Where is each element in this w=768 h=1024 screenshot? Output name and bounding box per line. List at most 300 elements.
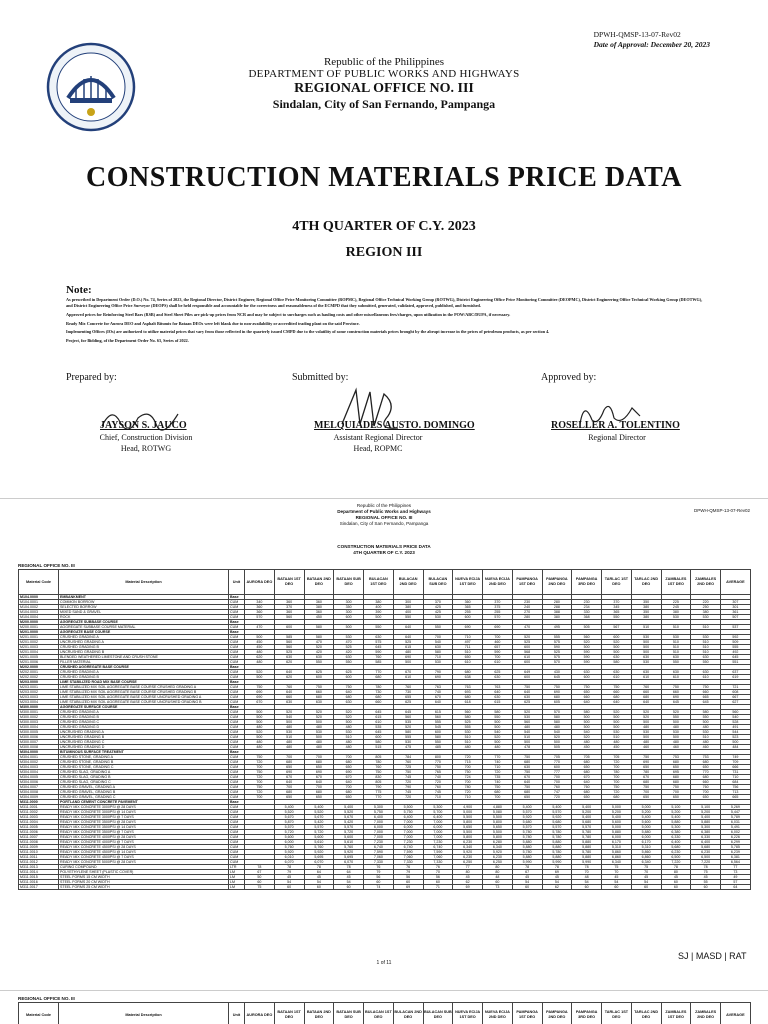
table-cell: M201.0000 bbox=[19, 630, 59, 635]
table-cell: 56 bbox=[364, 875, 394, 880]
table-cell: 700 bbox=[602, 780, 632, 785]
table-cell: 520 bbox=[631, 715, 661, 720]
table-cell: 5,500 bbox=[483, 815, 513, 820]
table-cell: CRUSHED SLAG, GRADING C bbox=[59, 780, 229, 785]
table-cell: 45 bbox=[304, 875, 334, 880]
table-cell: 630 bbox=[602, 670, 632, 675]
table-cell: 497 bbox=[453, 640, 483, 645]
table-cell: 590 bbox=[364, 650, 394, 655]
table-cell: 600 bbox=[274, 625, 304, 630]
table-cell: 753 bbox=[661, 755, 691, 760]
table-cell: 550 bbox=[423, 740, 453, 745]
table-cell: CUM bbox=[229, 715, 245, 720]
sub-title: CONSTRUCTION MATERIALS PRICE DATA bbox=[337, 544, 431, 549]
table-cell: CUM bbox=[229, 655, 245, 660]
table-cell: 600 bbox=[453, 615, 483, 620]
table-cell: M304.0001 bbox=[19, 755, 59, 760]
table-cell: 5,300 bbox=[691, 825, 721, 830]
table-cell: 750 bbox=[245, 685, 275, 690]
table-cell: 69 bbox=[453, 885, 483, 890]
table-cell: 330 bbox=[572, 610, 602, 615]
table-cell: 280 bbox=[542, 600, 572, 605]
table-cell: 525 bbox=[542, 650, 572, 655]
table-cell: 700 bbox=[542, 775, 572, 780]
table-cell: 375 bbox=[483, 605, 513, 610]
table-cell: 500 bbox=[631, 650, 661, 655]
table-cell: 630 bbox=[691, 655, 721, 660]
table-cell: CUM bbox=[229, 730, 245, 735]
price-table bbox=[18, 569, 751, 890]
table-cell: 550 bbox=[423, 625, 453, 630]
table-cell: 288 bbox=[542, 605, 572, 610]
table-cell: 535 bbox=[393, 720, 423, 725]
submitter-name: MELQUIADES AUSTO. DOMINGO bbox=[314, 420, 475, 431]
table-cell: 530 bbox=[691, 635, 721, 640]
table-cell: 5,100 bbox=[691, 805, 721, 810]
table-cell: 618 bbox=[453, 700, 483, 705]
table-cell: 500 bbox=[245, 635, 275, 640]
table-cell: 540 bbox=[572, 730, 602, 735]
table-cell: 54 bbox=[304, 880, 334, 885]
table-cell: 510 bbox=[691, 650, 721, 655]
table-cell: 5,780 bbox=[512, 835, 542, 840]
table-cell: UNCRUSHED GRADING C bbox=[59, 740, 229, 745]
table-cell: 245 bbox=[661, 605, 691, 610]
table-cell: 5,780 bbox=[572, 850, 602, 855]
table-cell: 630 bbox=[483, 675, 513, 680]
table-cell: 60 bbox=[304, 885, 334, 890]
table-cell: 640 bbox=[334, 690, 364, 695]
table-cell: 585 bbox=[364, 660, 394, 665]
table-cell: 340 bbox=[245, 600, 275, 605]
table-cell: 5,920 bbox=[483, 850, 513, 855]
table-cell: 550 bbox=[691, 715, 721, 720]
table-cell: 750 bbox=[483, 785, 513, 790]
submitter-title: Assistant Regional Director bbox=[333, 433, 423, 442]
table-cell: LM bbox=[229, 870, 245, 875]
table-cell: 450 bbox=[304, 615, 334, 620]
table-cell: 4,900 bbox=[453, 805, 483, 810]
table-cell: 5,420 bbox=[334, 820, 364, 825]
table-cell: CUM bbox=[229, 670, 245, 675]
table-cell: 535 bbox=[364, 725, 394, 730]
column-header: ZAMBALES 1ST DEO bbox=[661, 1003, 691, 1024]
table-cell: M300.0005 bbox=[19, 730, 59, 735]
table-cell: M311.0003 bbox=[19, 815, 59, 820]
table-cell: M200.0001 bbox=[19, 625, 59, 630]
table-cell: 5,520 bbox=[304, 810, 334, 815]
table-cell: M203.0002 bbox=[19, 690, 59, 695]
table-cell: 475 bbox=[393, 745, 423, 750]
preparer-role: Head, ROTWG bbox=[120, 444, 172, 453]
table-cell: CUM bbox=[229, 815, 245, 820]
table-cell: LIME STABILIZED MIX SOIL AGGREGATE BASE COURSE UNCRUSHED GRADING B bbox=[59, 700, 229, 705]
table-cell: Base bbox=[229, 750, 245, 755]
table-cell: 640 bbox=[512, 780, 542, 785]
table-cell: CUM bbox=[229, 685, 245, 690]
table-cell: 510 bbox=[661, 645, 691, 650]
table-cell: 500 bbox=[542, 740, 572, 745]
table-cell: 500 bbox=[334, 720, 364, 725]
column-header: BULACAN 1ST DEO bbox=[364, 570, 394, 595]
table-cell: 62 bbox=[453, 880, 483, 885]
table-cell: 5,780 bbox=[542, 835, 572, 840]
table-cell: 540 bbox=[274, 715, 304, 720]
table-cell: CRUSHED GRADING B bbox=[59, 715, 229, 720]
table-cell: 750 bbox=[542, 685, 572, 690]
table-cell: 770 bbox=[423, 760, 453, 765]
table-cell: 580 bbox=[364, 740, 394, 745]
table-cell: 78 bbox=[661, 865, 691, 870]
table-cell: M201.0002 bbox=[19, 640, 59, 645]
table-cell: 5,600 bbox=[304, 835, 334, 840]
table-cell: CUM bbox=[229, 695, 245, 700]
table-cell: 645 bbox=[661, 700, 691, 705]
table-cell: READY MIX CONCRETE 3000PSI @ 7 DAYS bbox=[59, 815, 229, 820]
table-cell: 640 bbox=[512, 690, 542, 695]
table-cell: 560 bbox=[512, 720, 542, 725]
table-cell: 600 bbox=[512, 645, 542, 650]
table-cell: 510 bbox=[691, 640, 721, 645]
regional-office-label: REGIONAL OFFICE NO. III bbox=[18, 563, 75, 568]
table-cell: 70 bbox=[602, 870, 632, 875]
column-header: BULACAN 1ST DEO bbox=[364, 1003, 394, 1024]
table-cell: 560 bbox=[423, 715, 453, 720]
table-cell: 750 bbox=[453, 770, 483, 775]
table-cell: 580 bbox=[542, 715, 572, 720]
table-cell: 693 bbox=[453, 690, 483, 695]
department-line: DEPARTMENT OF PUBLIC WORKS AND HIGHWAYS bbox=[248, 68, 520, 80]
table-cell: 528 bbox=[721, 720, 751, 725]
table-cell: 777 bbox=[542, 770, 572, 775]
table-cell: 480 bbox=[304, 725, 334, 730]
table-cell: M311.0010 bbox=[19, 850, 59, 855]
table-cell: 45 bbox=[602, 875, 632, 880]
table-cell: 5,610 bbox=[304, 840, 334, 845]
table-cell: 660 bbox=[691, 780, 721, 785]
table-cell: 680 bbox=[364, 695, 394, 700]
table-cell: 520 bbox=[304, 645, 334, 650]
table-cell: 625 bbox=[334, 670, 364, 675]
table-cell: 500 bbox=[512, 740, 542, 745]
table-cell: M104.0001 bbox=[19, 600, 59, 605]
table-cell: 5,860 bbox=[602, 850, 632, 855]
table-cell: M202.0002 bbox=[19, 675, 59, 680]
table-cell: M311.0001 bbox=[19, 805, 59, 810]
table-cell: 650 bbox=[572, 765, 602, 770]
table-cell: 57 bbox=[721, 880, 751, 885]
table-cell: CUM bbox=[229, 755, 245, 760]
table-cell: 6,031 bbox=[721, 820, 751, 825]
table-cell: 750 bbox=[661, 685, 691, 690]
sub-quarter: 4TH QUARTER OF C.Y. 2023 bbox=[353, 550, 415, 555]
table-cell: LM bbox=[229, 875, 245, 880]
table-cell: 380 bbox=[631, 605, 661, 610]
table-cell: 500 bbox=[364, 615, 394, 620]
table-cell: M311.0006 bbox=[19, 830, 59, 835]
table-cell: 630 bbox=[364, 635, 394, 640]
table-cell: CUM bbox=[229, 640, 245, 645]
column-header: PAMPANGA 1ST DEO bbox=[512, 1003, 542, 1024]
table-cell: 5,610 bbox=[334, 840, 364, 845]
table-cell: 425 bbox=[423, 610, 453, 615]
table-cell: 750 bbox=[393, 770, 423, 775]
table-cell: 5,200 bbox=[602, 810, 632, 815]
table-cell: 5,600 bbox=[631, 820, 661, 825]
table-cell: 700 bbox=[483, 635, 513, 640]
table-cell: 5,500 bbox=[483, 830, 513, 835]
table-cell: Base bbox=[229, 595, 245, 600]
table-cell: 6,000 bbox=[364, 825, 394, 830]
table-cell: LIME STABILIZED MIX SOIL AGGREGATE BASE COURSE CRUSHED GRADING B bbox=[59, 690, 229, 695]
table-cell: 480 bbox=[274, 740, 304, 745]
table-cell: 690 bbox=[245, 695, 275, 700]
table-cell: 5,000 bbox=[631, 805, 661, 810]
table-cell: 630 bbox=[274, 655, 304, 660]
table-cell: CRUSHED GRAVEL, GRADING C bbox=[59, 795, 229, 800]
table-cell: CUM bbox=[229, 825, 245, 830]
table-cell: 640 bbox=[423, 700, 453, 705]
table-cell: 520 bbox=[304, 710, 334, 715]
table-cell: 720 bbox=[393, 780, 423, 785]
table-cell: 460 bbox=[483, 640, 513, 645]
table-cell: 555 bbox=[453, 725, 483, 730]
table-cell: 700 bbox=[453, 780, 483, 785]
sub-doc-code: DPWH-QMSP-13-07-Rev02 bbox=[693, 508, 750, 513]
table-cell: 5,310 bbox=[631, 845, 661, 850]
column-header: NUEVA ECIJA 2ND DEO bbox=[483, 1003, 513, 1024]
table-cell: 625 bbox=[304, 670, 334, 675]
table-cell: 78 bbox=[334, 865, 364, 870]
table-cell: READY MIX CONCRETE 3500PSI @ 7 DAYS bbox=[59, 830, 229, 835]
table-cell: 570 bbox=[483, 615, 513, 620]
table-cell: 230 bbox=[572, 600, 602, 605]
table-cell: 600 bbox=[334, 615, 364, 620]
table-cell: READY MIX CONCRETE 4500PSI @ 28 DAYS bbox=[59, 845, 229, 850]
column-header: PAMPANGA 2ND DEO bbox=[542, 1003, 572, 1024]
table-cell: STEEL FORMS 15 CM WIDTH bbox=[59, 875, 229, 880]
table-cell: 5,600 bbox=[334, 835, 364, 840]
column-header: BULACAN 2ND DEO bbox=[393, 570, 423, 595]
table-cell: 54 bbox=[512, 880, 542, 885]
table-cell: 660 bbox=[304, 690, 334, 695]
table-cell: 690 bbox=[304, 770, 334, 775]
table-cell: 6,070 bbox=[304, 860, 334, 865]
table-cell: 740 bbox=[423, 690, 453, 695]
table-cell: 720 bbox=[542, 795, 572, 800]
table-cell: CUM bbox=[229, 610, 245, 615]
table-cell: 79 bbox=[393, 870, 423, 875]
table-cell: 6,381 bbox=[721, 855, 751, 860]
table-cell: 5,880 bbox=[602, 830, 632, 835]
table-cell: 763 bbox=[453, 685, 483, 690]
sub-address: Sindalan, City of San Fernando, Pampanga bbox=[339, 521, 429, 526]
table-cell: 6,230 bbox=[453, 840, 483, 845]
table-cell: 6,010 bbox=[274, 855, 304, 860]
table-cell: 540 bbox=[483, 730, 513, 735]
table-cell: 5,400 bbox=[631, 815, 661, 820]
table-cell: 610 bbox=[512, 655, 542, 660]
table-cell: 5,500 bbox=[453, 815, 483, 820]
table-cell: 520 bbox=[542, 735, 572, 740]
column-header: BULACAN SUB DEO bbox=[423, 570, 453, 595]
table-cell: 592 bbox=[721, 635, 751, 640]
table-cell: 5,570 bbox=[512, 810, 542, 815]
table-cell: CRUSHED SLAG, GRADING A bbox=[59, 770, 229, 775]
table-cell: M311.0007 bbox=[19, 835, 59, 840]
table-cell: 6,000 bbox=[631, 835, 661, 840]
table-cell: 630 bbox=[304, 655, 334, 660]
table-cell: 6,500 bbox=[691, 855, 721, 860]
table-cell: 5,300 bbox=[423, 805, 453, 810]
table-cell: 360 bbox=[245, 610, 275, 615]
table-cell: 225 bbox=[661, 600, 691, 605]
table-cell: 5,880 bbox=[512, 845, 542, 850]
table-cell: 75 bbox=[631, 865, 661, 870]
table-cell: 500 bbox=[245, 735, 275, 740]
column-header: BATAAN 2ND DEO bbox=[304, 570, 334, 595]
table-cell: 5,570 bbox=[274, 825, 304, 830]
table-cell: 650 bbox=[453, 655, 483, 660]
table-cell: 7,590 bbox=[364, 850, 394, 855]
table-cell: 60 bbox=[631, 885, 661, 890]
table-cell: 5,880 bbox=[512, 840, 542, 845]
table-cell: 5,400 bbox=[512, 805, 542, 810]
table-cell: 5,780 bbox=[572, 835, 602, 840]
table-cell: 6,500 bbox=[661, 855, 691, 860]
table-cell: 600 bbox=[602, 635, 632, 640]
table-cell: 680 bbox=[631, 695, 661, 700]
table-cell: CRUSHED STONE, GRADING C bbox=[59, 765, 229, 770]
table-cell: 5,570 bbox=[542, 810, 572, 815]
table-cell: 6,740 bbox=[364, 845, 394, 850]
table-cell: 510 bbox=[453, 735, 483, 740]
table-cell: 5,680 bbox=[512, 820, 542, 825]
table-cell: 500 bbox=[334, 625, 364, 630]
table-cell: 500 bbox=[304, 720, 334, 725]
table-cell: 710 bbox=[721, 775, 751, 780]
table-cell: 775 bbox=[364, 790, 394, 795]
table-cell: M300.0000 bbox=[19, 705, 59, 710]
table-cell: UNCRUSHED GRADING D bbox=[59, 745, 229, 750]
table-cell: 660 bbox=[274, 695, 304, 700]
table-cell: 650 bbox=[691, 765, 721, 770]
table-cell: 650 bbox=[334, 795, 364, 800]
table-cell: 7,000 bbox=[423, 835, 453, 840]
table-cell: 790 bbox=[423, 670, 453, 675]
table-cell: 720 bbox=[602, 760, 632, 765]
table-cell: 54 bbox=[631, 880, 661, 885]
table-cell: 345 bbox=[602, 605, 632, 610]
table-cell: 650 bbox=[691, 795, 721, 800]
table-cell: 5,860 bbox=[631, 850, 661, 855]
table-cell: 380 bbox=[542, 615, 572, 620]
table-cell: 620 bbox=[245, 655, 275, 660]
table-cell: M201.0003 bbox=[19, 645, 59, 650]
table-cell: CRUSHED GRADING C bbox=[59, 720, 229, 725]
table-cell: 6,564 bbox=[721, 860, 751, 865]
table-cell: 5,570 bbox=[512, 825, 542, 830]
table-cell: 480 bbox=[631, 725, 661, 730]
table-cell: 650 bbox=[661, 765, 691, 770]
table-cell: 580 bbox=[691, 710, 721, 715]
table-cell: 50 bbox=[245, 875, 275, 880]
table-cell: 709 bbox=[721, 760, 751, 765]
table-cell: 555 bbox=[721, 645, 751, 650]
table-cell: 680 bbox=[602, 695, 632, 700]
table-cell: M304.0003 bbox=[19, 765, 59, 770]
table-cell: 6,170 bbox=[631, 840, 661, 845]
table-cell: 580 bbox=[393, 730, 423, 735]
table-cell: 361 bbox=[721, 610, 751, 615]
table-cell: 690 bbox=[542, 690, 572, 695]
table-cell: 6,170 bbox=[602, 840, 632, 845]
table-cell: 660 bbox=[631, 690, 661, 695]
table-cell: 7,590 bbox=[423, 850, 453, 855]
table-cell: M311.0011 bbox=[19, 855, 59, 860]
table-cell: 6,340 bbox=[602, 860, 632, 865]
table-cell: 530 bbox=[631, 660, 661, 665]
table-cell: 280 bbox=[512, 615, 542, 620]
table-cell: PORTLAND CEMENT CONCRETE PAVEMENT bbox=[59, 800, 229, 805]
table-cell: READY MIX CONCRETE 5000PSI @ 28 DAYS bbox=[59, 860, 229, 865]
table-cell: 750 bbox=[423, 765, 453, 770]
table-cell: 478 bbox=[512, 745, 542, 750]
table-cell: 300 bbox=[393, 600, 423, 605]
table-cell: 5,880 bbox=[572, 855, 602, 860]
table-cell: 640 bbox=[274, 690, 304, 695]
table-cell: 78 bbox=[691, 865, 721, 870]
table-cell: 5,500 bbox=[453, 830, 483, 835]
table-cell: 550 bbox=[661, 660, 691, 665]
table-cell: 750 bbox=[245, 785, 275, 790]
table-cell: 620 bbox=[274, 675, 304, 680]
table-cell: M200.0000 bbox=[19, 620, 59, 625]
table-cell: 500 bbox=[572, 715, 602, 720]
table-cell: 530 bbox=[661, 635, 691, 640]
table-cell: 64 bbox=[304, 870, 334, 875]
table-cell: 720 bbox=[393, 795, 423, 800]
letterhead bbox=[0, 56, 768, 112]
table-cell: 470 bbox=[245, 625, 275, 630]
table-cell: 492 bbox=[721, 650, 751, 655]
table-cell: 590 bbox=[572, 660, 602, 665]
table-cell: 790 bbox=[364, 785, 394, 790]
table-cell: 580 bbox=[423, 650, 453, 655]
table-cell: 5,200 bbox=[631, 810, 661, 815]
table-cell: 610 bbox=[602, 675, 632, 680]
table-cell: 5,400 bbox=[661, 815, 691, 820]
table-cell: 5,650 bbox=[483, 825, 513, 830]
table-cell: 721 bbox=[721, 685, 751, 690]
table-cell: 640 bbox=[572, 700, 602, 705]
submitted-by-label: Submitted by: bbox=[292, 372, 349, 383]
table-cell: 5,800 bbox=[483, 835, 513, 840]
table-cell: READY MIX CONCRETE 4500PSI @ 7 DAYS bbox=[59, 855, 229, 860]
table-cell: 5,880 bbox=[691, 820, 721, 825]
table-cell: 6,070 bbox=[274, 860, 304, 865]
table-cell: 7,330 bbox=[364, 860, 394, 865]
column-header: AURORA DEO bbox=[245, 1003, 275, 1024]
table-cell: 5,520 bbox=[334, 810, 364, 815]
column-header: PAMPANGA 1ST DEO bbox=[512, 570, 542, 595]
table-cell: READY MIX CONCRETE 3500PSI @ 14 DAYS bbox=[59, 825, 229, 830]
table-cell: M104.0000 bbox=[19, 595, 59, 600]
column-header: BATAAN 1ST DEO bbox=[274, 570, 304, 595]
table-cell: M300.0008 bbox=[19, 745, 59, 750]
table-cell: 700 bbox=[245, 765, 275, 770]
table-cell: 5,880 bbox=[542, 855, 572, 860]
